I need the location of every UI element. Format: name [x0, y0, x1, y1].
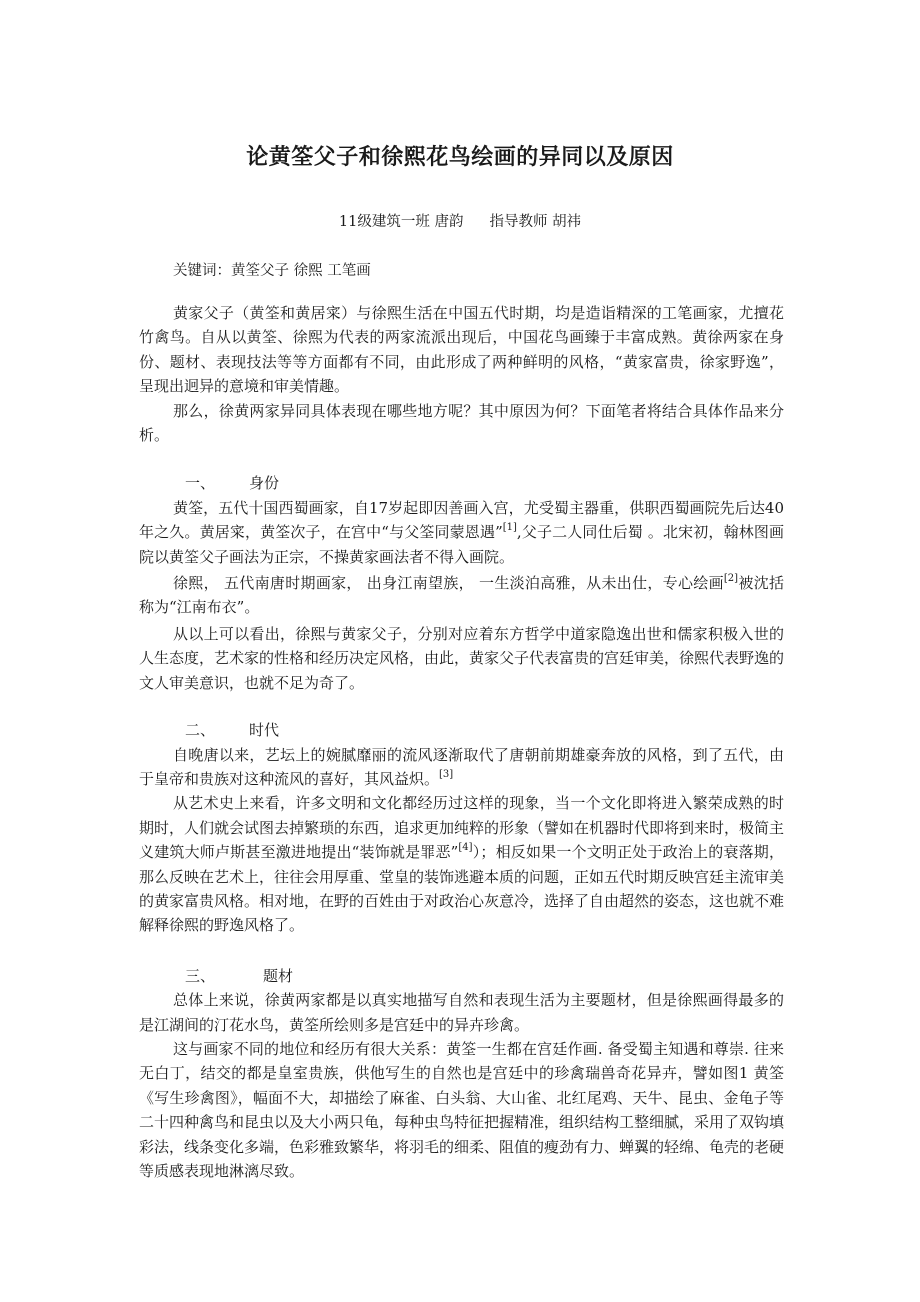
section-heading-subject	[139, 964, 784, 988]
citation-ref: [2]	[723, 573, 739, 585]
section-heading-era	[139, 718, 784, 742]
intro-paragraph-1: 黄家父子（黄筌和黄居寀）与徐熙生活在中国五代时期，均是造诣精深的工笔画家，尤擅花竹禽鸟。自从以黄筌、徐熙为代表的两家流派出现后，中国花鸟画臻于丰富成熟。黄徐两家在身份、题材、表现技法等等方面都有不同，由此形成了两种鲜明的风格，“黄家富贵，徐家野逸”，呈现出迥异的意境和审美情趣。	[139, 304, 784, 396]
citation-ref: [4]	[458, 842, 473, 854]
section1-paragraph-1: 黄筌，五代十国西蜀画家，自17岁起即因善画入宫，尤受蜀主器重，供职西蜀画院先后达40年之久。黄居寀，黄筌次子，在宫中“与父筌同蒙恩遇”[1],父子二人同仕后蜀 。北宋初，翰林图画院以黄筌父子画法为正宗，不操黄家画法者不得入画院。	[139, 498, 784, 566]
section3-paragraph-2: 这与画家不同的地位和经历有很大关系：黄筌一生都在宫廷作画. 备受蜀主知遇和尊崇. 往来无白丁，结交的都是皇室贵族，供他写生的自然也是宫廷中的珍禽瑞兽奇花异卉，譬如图1 黄筌 《写生珍禽图》，幅面不大，却描绘了麻雀、白头翁、大山雀、北红尾鸡、天牛、昆虫、金龟子等二十四种禽鸟和昆虫以及大小两只龟，每种虫鸟特征把握精准，组织结构工整细腻，采用了双钩填彩法，线条变化多端，色彩雅致繁华，将羽毛的细柔、阻值的瘦劲有力、蝉翼的轻绵、龟壳的老硬等质感表现地淋漓尽致。	[139, 1039, 785, 1180]
paper-body	[139, 301, 784, 1183]
intro-paragraph-2: 那么，徐黄两家异同具体表现在哪些地方呢？其中原因为何？下面笔者将结合具体作品来分析。	[139, 401, 784, 445]
citation-ref: [3]	[439, 768, 454, 780]
section-number: 三、	[185, 966, 216, 985]
byline	[0, 210, 920, 231]
author-class: 11级建筑一班 唐韵	[338, 214, 464, 230]
section-heading-identity	[139, 471, 784, 495]
section-title: 题材	[263, 966, 294, 985]
citation-ref: [1]	[502, 522, 517, 534]
advisor: 指导教师 胡祎	[489, 214, 582, 230]
section-title: 时代	[249, 721, 280, 740]
section-title: 身份	[249, 474, 280, 493]
section1-paragraph-2: 徐熙， 五代南唐时期画家， 出身江南望族， 一生淡泊高雅，从未出仕，专心绘画[2]被沈括称为“江南布衣”。	[139, 573, 784, 617]
section1-paragraph-3: 从以上可以看出，徐熙与黄家父子，分别对应着东方哲学中道家隐逸出世和儒家积极入世的人生态度，艺术家的性格和经历决定风格，由此，黄家父子代表富贵的宫廷审美，徐熙代表野逸的文人审美意识，也就不足为奇了。	[139, 624, 785, 692]
section3-paragraph-1: 总体上来说，徐黄两家都是以真实地描写自然和表现生活为主要题材，但是徐熙画得最多的是江湖间的汀花水鸟，黄筌所绘则多是宫廷中的异卉珍禽。	[139, 991, 784, 1034]
section-number: 一、	[185, 474, 216, 493]
section2-paragraph-1: 自晚唐以来，艺坛上的婉腻靡丽的流风逐渐取代了唐朝前期雄豪奔放的风格，到了五代，由于皇帝和贵族对这种流风的喜好，其风益炽。[3]	[139, 745, 784, 788]
paper-title: 论黄筌父子和徐熙花鸟绘画的异同以及原因	[246, 145, 674, 170]
section2-paragraph-2: 从艺术史上来看，许多文明和文化都经历过这样的现象，当一个文化即将进入繁荣成熟的时期时，人们就会试图去掉繁琐的东西，追求更加纯粹的形象（譬如在机器时代即将到来时，极简主义建筑大师卢斯甚至激进地提出“装饰就是罪恶”[4]）；相反如果一个文明正处于政治上的衰落期，那么反映在艺术上，往往会用厚重、堂皇的装饰逃避本质的问题，正如五代时期反映宫廷主流审美的黄家富贵风格。相对地，在野的百姓由于对政治心灰意冷，选择了自由超然的姿态，这也就不难解释徐熙的野逸风格了。	[139, 794, 785, 935]
keywords: 关键词：黄筌父子 徐熙 工笔画	[173, 263, 371, 279]
section-number: 二、	[185, 721, 216, 740]
